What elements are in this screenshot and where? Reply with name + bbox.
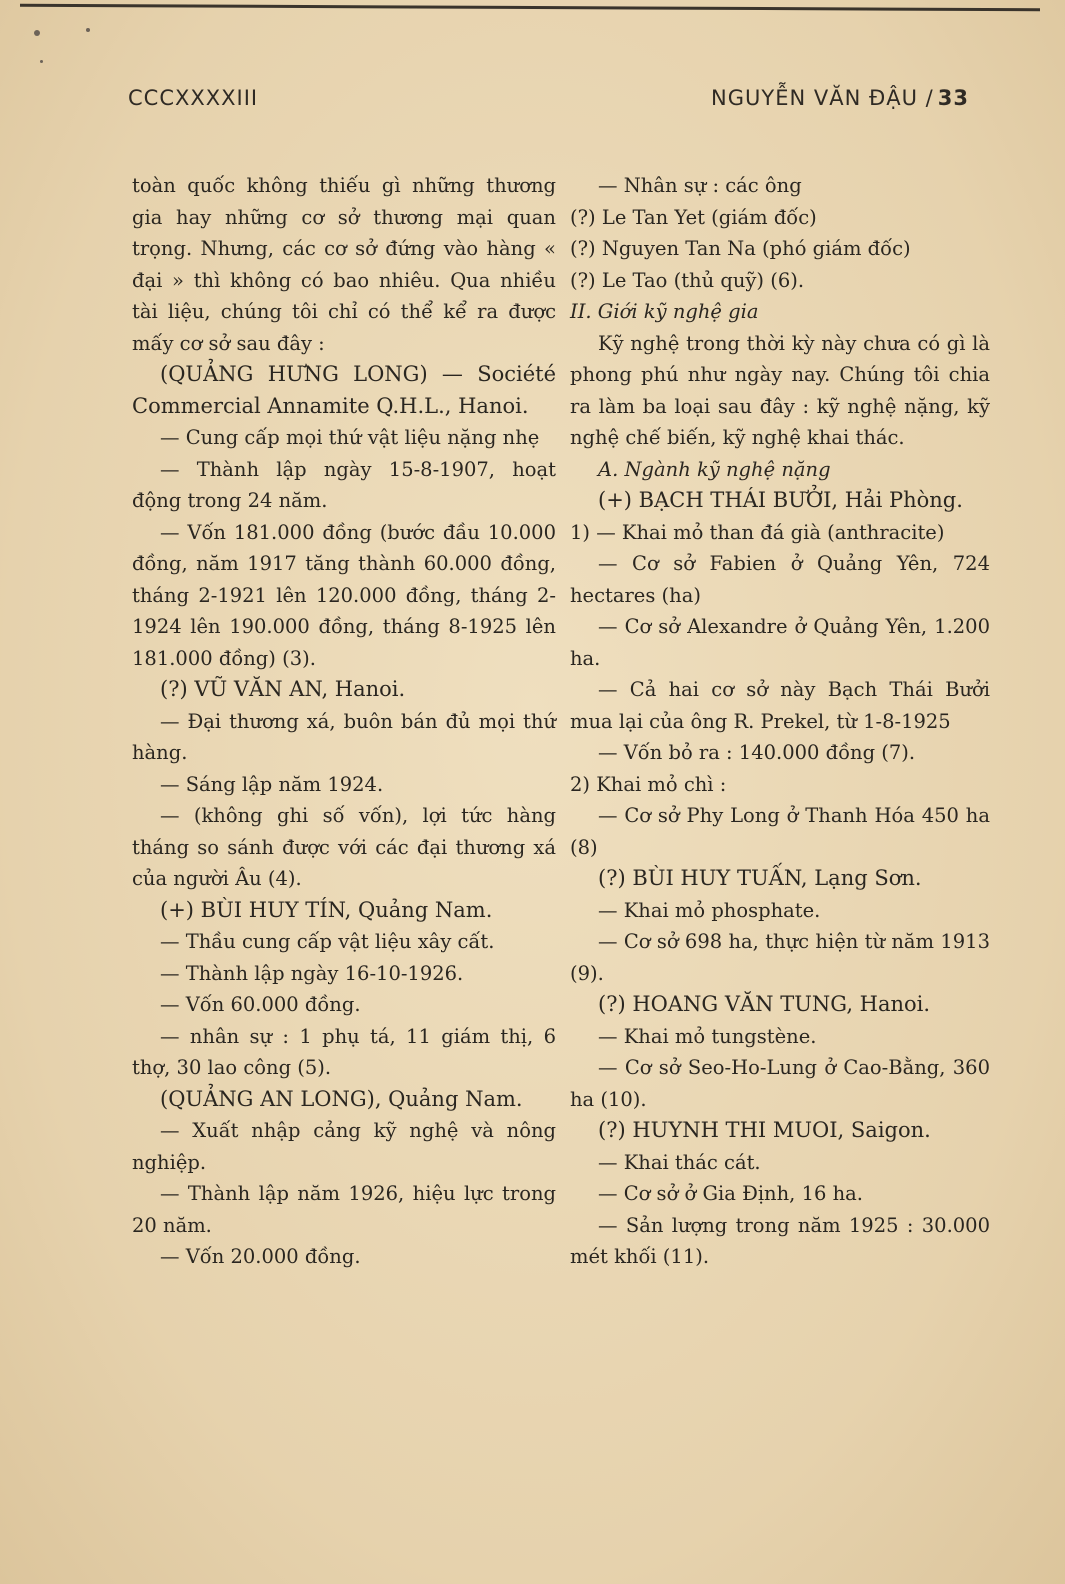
paragraph: — Thầu cung cấp vật liệu xây cất.: [160, 930, 495, 953]
paragraph: — (không ghi số vốn), lợi tức hàng tháng so sánh được với các đại thương xá của người Âu (4).: [132, 804, 556, 890]
paragraph: — nhân sự : 1 phụ tá, 11 giám thị, 6 thợ, 30 lao công (5).: [132, 1024, 556, 1079]
paragraph: — Khai thác cát.: [598, 1150, 761, 1174]
paragraph: 1) — Khai mỏ than đá già (anthracite): [570, 520, 945, 544]
left-column: [132, 170, 556, 1273]
paragraph: — Cơ sở Fabien ở Quảng Yên, 724 hectares (ha): [570, 552, 990, 607]
paragraph: — Cả hai cơ sở này Bạch Thái Bưởi mua lại của ông R. Prekel, từ 1-8-1925: [570, 678, 990, 733]
section-heading: II. Giới kỹ nghệ gia: [570, 300, 759, 323]
paragraph: — Khai mỏ tungstène.: [598, 1024, 817, 1048]
entry-heading: (QUẢNG HƯNG LONG) — Société Commercial Annamite Q.H.L., Hanoi.: [132, 362, 556, 418]
entry-heading: (?) BÙI HUY TUẤN, Lạng Sơn.: [598, 866, 922, 890]
paragraph: — Cơ sở ở Gia Định, 16 ha.: [598, 1182, 863, 1205]
paragraph: — Cơ sở 698 ha, thực hiện từ năm 1913 (9).: [570, 930, 990, 985]
top-border-rule: [20, 4, 1040, 11]
entry-heading: (+) BÙI HUY TÍN, Quảng Nam.: [160, 897, 493, 922]
paragraph: — Vốn 60.000 đồng.: [160, 993, 361, 1016]
paragraph: — Đại thương xá, buôn bán đủ mọi thứ hàng.: [132, 709, 556, 764]
entry-heading: (+) BẠCH THÁI BƯỞI, Hải Phòng.: [598, 488, 963, 512]
entry-heading: (?) HUYNH THI MUOI, Saigon.: [598, 1118, 931, 1142]
entry-heading: (?) VŨ VĂN AN, Hanoi.: [160, 677, 406, 701]
section-heading: A. Ngành kỹ nghệ nặng: [598, 457, 831, 481]
paragraph: — Nhân sự : các ông: [598, 174, 802, 197]
paragraph: — Thành lập ngày 15-8-1907, hoạt động trong 24 năm.: [132, 457, 556, 512]
paper-speck: [40, 60, 43, 63]
running-head-right: [711, 86, 969, 110]
paragraph: (?) Le Tan Yet (giám đốc): [570, 205, 817, 229]
entry-heading: (?) HOANG VĂN TUNG, Hanoi.: [598, 992, 931, 1016]
paragraph: — Cung cấp mọi thứ vật liệu nặng nhẹ: [160, 426, 540, 449]
paragraph: 2) Khai mỏ chì :: [570, 772, 727, 796]
paragraph: toàn quốc không thiếu gì những thương gia hay những cơ sở thương mại quan trọng. Nhưng, các cơ sở đứng vào hàng « đại » thì không có bao nhiêu. Qua nhiều tài liệu, chúng tôi chỉ có thể kể ra được mấy cơ sở sau đây :: [132, 174, 556, 355]
running-head-left: CCCXXXXIII: [128, 86, 259, 110]
paragraph: — Xuất nhập cảng kỹ nghệ và nông nghiệp.: [132, 1119, 556, 1174]
paragraph: — Vốn 181.000 đồng (bước đầu 10.000 đồng, năm 1917 tăng thành 60.000 đồng, tháng 2-1921 lên 120.000 đồng, tháng 2-1924 lên 190.000 đồng, tháng 8-1925 lên 181.000 đồng) (3).: [132, 520, 556, 670]
paper-speck: [86, 28, 90, 32]
author-name: NGUYỄN VĂN ĐẬU /: [711, 86, 934, 110]
paragraph: (?) Nguyen Tan Na (phó giám đốc): [570, 237, 911, 260]
paragraph: — Vốn 20.000 đồng.: [160, 1245, 361, 1268]
paragraph: — Cơ sở Alexandre ở Quảng Yên, 1.200 ha.: [570, 615, 990, 670]
entry-heading: (QUẢNG AN LONG), Quảng Nam.: [160, 1086, 523, 1111]
right-column: [570, 170, 990, 1273]
paragraph: — Cơ sở Seo-Ho-Lung ở Cao-Bằng, 360 ha (10).: [570, 1056, 990, 1111]
paragraph: Kỹ nghệ trong thời kỳ này chưa có gì là phong phú như ngày nay. Chúng tôi chia ra làm ba loại sau đây : kỹ nghệ nặng, kỹ nghệ chế biến, kỹ nghệ khai thác.: [570, 331, 990, 449]
paragraph: — Sáng lập năm 1924.: [160, 772, 384, 796]
page-number: 33: [937, 86, 969, 110]
paragraph: (?) Le Tao (thủ quỹ) (6).: [570, 268, 805, 292]
paper-speck: [34, 30, 40, 36]
paragraph: — Vốn bỏ ra : 140.000 đồng (7).: [598, 741, 916, 764]
paragraph: — Cơ sở Phy Long ở Thanh Hóa 450 ha (8): [570, 804, 990, 859]
paragraph: — Thành lập ngày 16-10-1926.: [160, 961, 464, 985]
paragraph: — Sản lượng trong năm 1925 : 30.000 mét khối (11).: [570, 1213, 990, 1268]
paragraph: — Khai mỏ phosphate.: [598, 898, 821, 922]
paragraph: — Thành lập năm 1926, hiệu lực trong 20 năm.: [132, 1182, 556, 1237]
